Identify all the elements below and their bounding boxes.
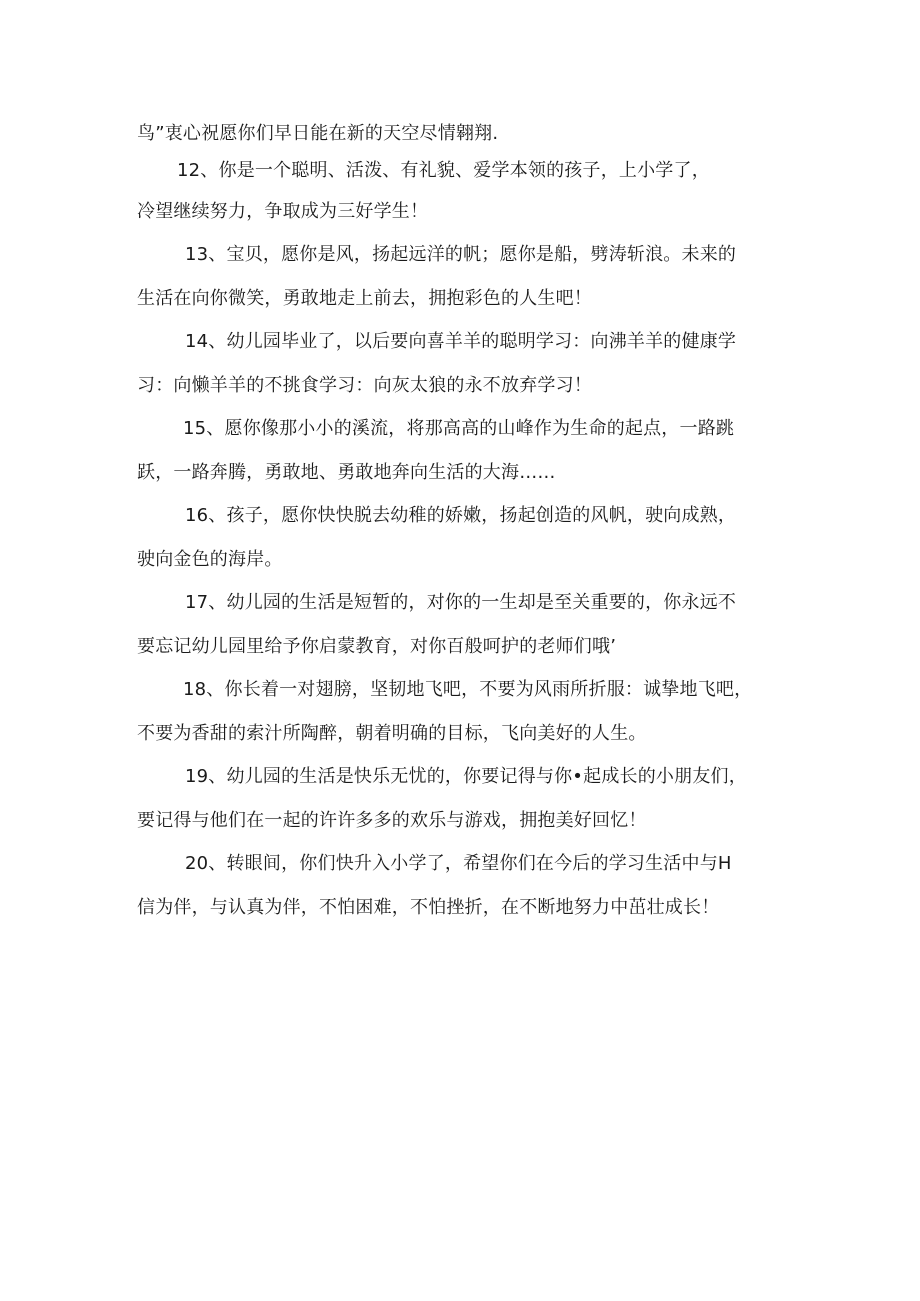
text-line-16: 19、幼儿园的生活是快乐无忧的，你要记得与你•起成长的小朋友们， xyxy=(185,766,747,787)
text-line-5: 生活在向你微笑，勇敢地走上前去，拥抱彩色的人生吧！ xyxy=(137,288,592,309)
text-line-7: 习：向懒羊羊的不挑食学习：向灰太狼的永不放弃学习！ xyxy=(137,375,592,396)
text-line-4: 13、宝贝，愿你是风，扬起远洋的帆；愿你是船，劈涛斩浪。未来的 xyxy=(185,244,737,265)
text-line-6: 14、幼儿园毕业了，以后要向喜羊羊的聪明学习：向沸羊羊的健康学 xyxy=(185,331,737,352)
text-line-10: 16、孩子，愿你快快脱去幼稚的娇嫩，扬起创造的风帆，驶向成熟， xyxy=(185,505,737,526)
text-line-1: 鸟”衷心祝愿你们早日能在新的天空尽情翱翔. xyxy=(137,123,499,144)
text-line-18: 20、转眼间，你们快升入小学了，希望你们在今后的学习生活中与H xyxy=(185,853,732,874)
text-line-19: 信为伴，与认真为伴，不怕困难，不怕挫折，在不断地努力中茁壮成长！ xyxy=(137,897,720,918)
text-line-12: 17、幼儿园的生活是短暂的，对你的一生却是至关重要的，你永远不 xyxy=(185,592,737,613)
text-line-14: 18、你长着一对翅膀，坚韧地飞吧，不要为风雨所折服：诚挚地飞吧， xyxy=(183,679,753,700)
text-line-11: 驶向金色的海岸。 xyxy=(137,549,283,570)
text-line-17: 要记得与他们在一起的许许多多的欢乐与游戏，拥抱美好回忆！ xyxy=(137,810,647,831)
text-line-8: 15、愿你像那小小的溪流，将那高高的山峰作为生命的起点，一路跳 xyxy=(183,418,735,439)
text-line-3: 冷望继续努力，争取成为三好学生！ xyxy=(137,201,429,222)
text-line-15: 不要为香甜的索汁所陶醉，朝着明确的目标，飞向美好的人生。 xyxy=(137,723,647,744)
text-line-13: 要忘记幼儿园里给予你启蒙教育，对你百般呵护的老师们哦’ xyxy=(137,636,617,657)
text-line-2: 12、你是一个聪明、活泼、有礼貌、爱学本领的孩子，上小学了， xyxy=(177,160,710,181)
text-line-9: 跃，一路奔腾，勇敢地、勇敢地奔向生活的大海…… xyxy=(137,462,556,483)
